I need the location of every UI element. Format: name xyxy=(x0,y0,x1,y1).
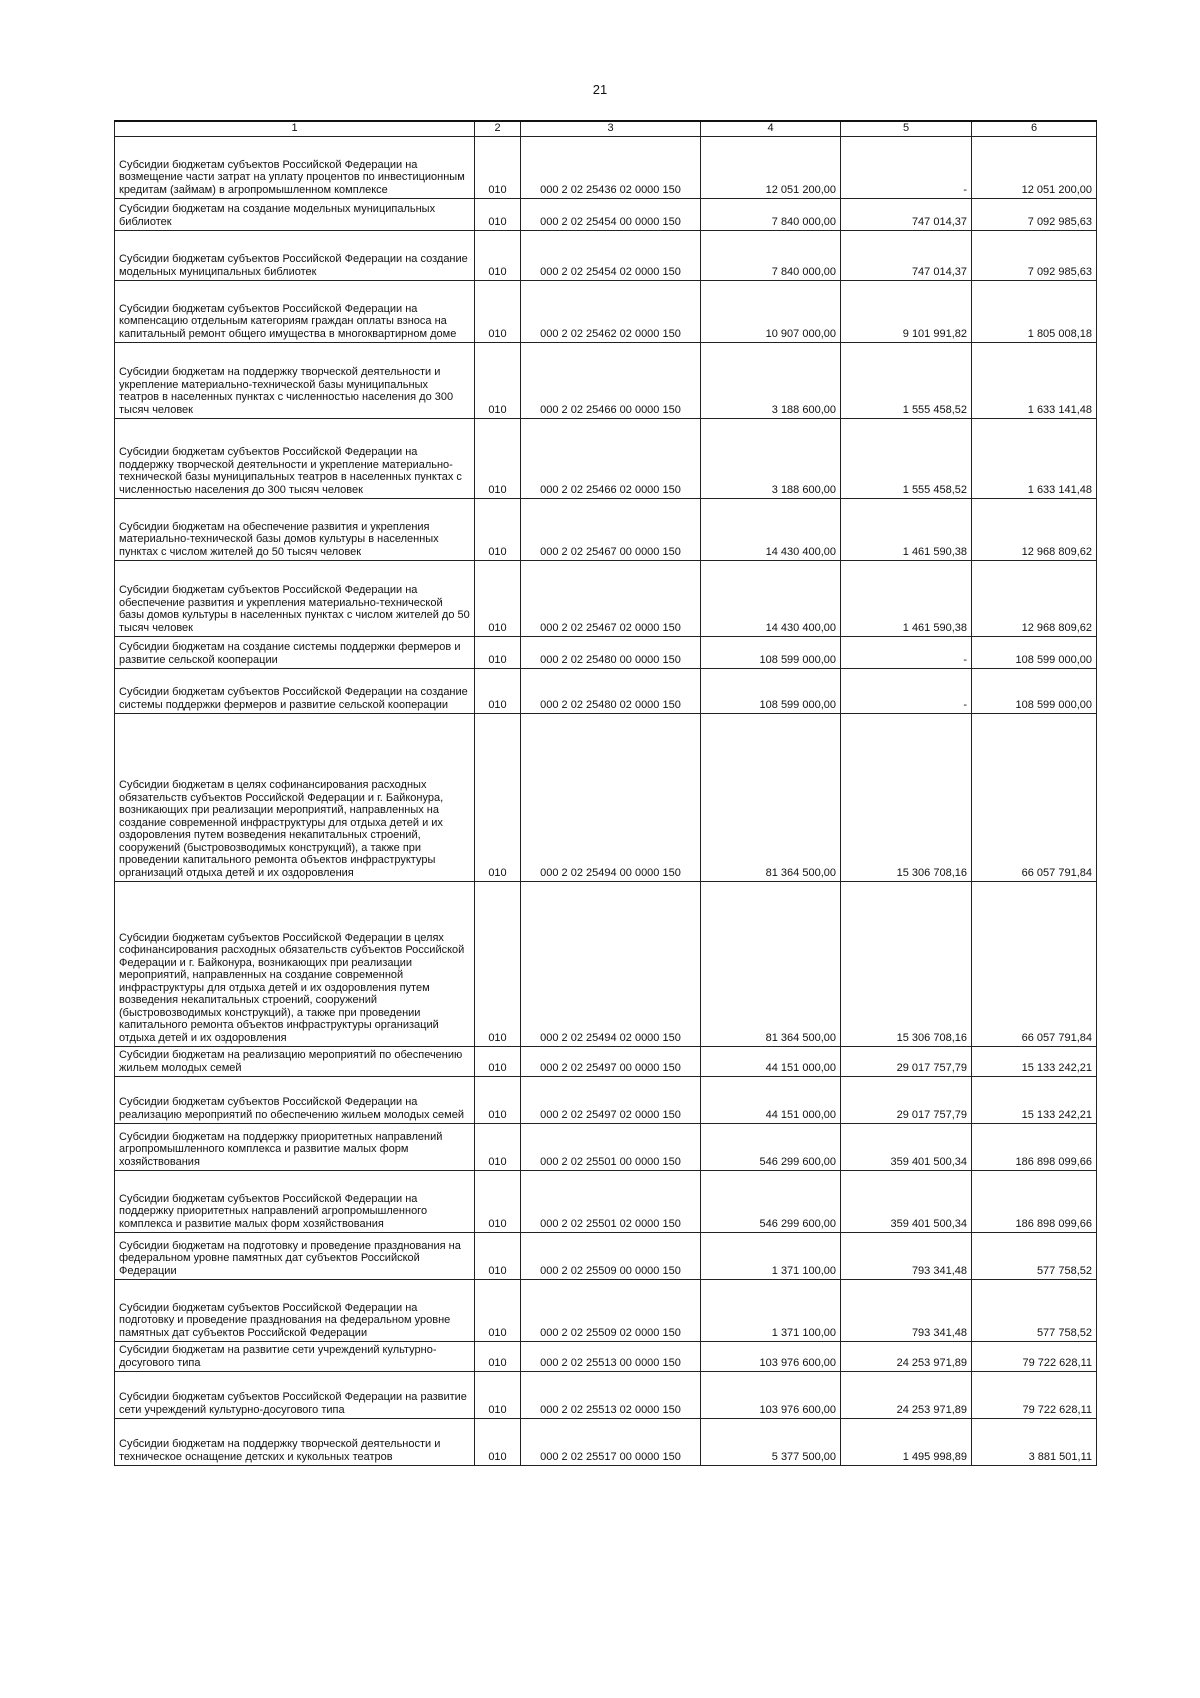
table-row xyxy=(115,1077,1097,1124)
executed-amount: 747 014,37 xyxy=(911,215,967,228)
approved-amount-cell xyxy=(701,637,841,669)
approved-amount-cell xyxy=(701,1419,841,1466)
budget-classification-code: 000 2 02 25494 02 0000 150 xyxy=(540,1031,681,1044)
subsidy-name-cell xyxy=(115,1419,475,1466)
approved-amount: 1 371 100,00 xyxy=(771,1326,836,1339)
approved-amount: 81 364 500,00 xyxy=(765,866,836,879)
subsidy-name: Субсидии бюджетам субъектов Российской Федерации на поддержку приоритетных направлений агропромышленного комплекса и развитие малых форм хозяйствования xyxy=(119,1192,428,1230)
unexecuted-amount-cell xyxy=(972,1077,1097,1124)
table-row xyxy=(115,1342,1097,1372)
executed-amount: 793 341,48 xyxy=(911,1326,967,1339)
approved-amount-cell xyxy=(701,1372,841,1419)
subsidy-name: Субсидии бюджетам на подготовку и проведение празднования на федеральном уровне памятных дат субъектов Российской Федерации xyxy=(119,1239,461,1277)
budget-classification-code: 000 2 02 25436 02 0000 150 xyxy=(540,183,681,196)
executed-amount-cell xyxy=(841,1419,972,1466)
executed-amount-cell xyxy=(841,1124,972,1171)
table-row xyxy=(115,1372,1097,1419)
executed-amount-cell xyxy=(841,1171,972,1233)
executed-amount-cell xyxy=(841,882,972,1047)
subsidy-name: Субсидии бюджетам на создание системы поддержки фермеров и развитие сельской кооперации xyxy=(119,641,461,666)
table-row xyxy=(115,199,1097,231)
subsidy-name: Субсидии бюджетам субъектов Российской Федерации в целях софинансирования расходных обязательств субъектов Российской Федерации и г. Байконура, возникающих при реализации мероприятий, направленных на создание современной инфраструктуры для отдыха детей и их оздоровления путем возведения некапитальных строений, сооружений (быстровозводимых конструкций), а также при проведении капитального ремонта объектов инфраструктуры организаций отдыха детей и их оздоровления xyxy=(119,931,465,1044)
budget-classification-code: 000 2 02 25501 00 0000 150 xyxy=(540,1155,681,1168)
line-code: 010 xyxy=(488,1450,507,1463)
line-code-cell xyxy=(475,561,521,637)
unexecuted-amount-cell xyxy=(972,419,1097,499)
unexecuted-amount: 15 133 242,21 xyxy=(1021,1061,1092,1074)
subsidy-name-cell xyxy=(115,1372,475,1419)
line-code: 010 xyxy=(488,621,507,634)
executed-amount: 24 253 971,89 xyxy=(896,1403,967,1416)
subsidy-name: Субсидии бюджетам субъектов Российской Федерации на реализацию мероприятий по обеспечению жильем молодых семей xyxy=(119,1096,464,1121)
unexecuted-amount-cell xyxy=(972,1342,1097,1372)
approved-amount: 14 430 400,00 xyxy=(765,545,836,558)
line-code-cell xyxy=(475,1077,521,1124)
unexecuted-amount: 186 898 099,66 xyxy=(1015,1217,1092,1230)
approved-amount-cell xyxy=(701,231,841,281)
unexecuted-amount: 1 633 141,48 xyxy=(1027,483,1092,496)
budget-classification-code: 000 2 02 25466 00 0000 150 xyxy=(540,403,681,416)
budget-classification-code-cell xyxy=(521,1233,701,1280)
page-number: 21 xyxy=(592,82,608,97)
unexecuted-amount-cell xyxy=(972,669,1097,714)
unexecuted-amount-cell xyxy=(972,637,1097,669)
approved-amount: 10 907 000,00 xyxy=(765,327,836,340)
subsidy-name: Субсидии бюджетам субъектов Российской Федерации на компенсацию отдельным категориям граждан оплаты взноса на капитальный ремонт общего имущества в многоквартирном доме xyxy=(119,302,457,340)
line-code: 010 xyxy=(488,653,507,666)
budget-classification-code-cell xyxy=(521,1372,701,1419)
unexecuted-amount: 12 968 809,62 xyxy=(1021,545,1092,558)
subsidy-name-cell xyxy=(115,1280,475,1342)
approved-amount-cell xyxy=(701,499,841,561)
approved-amount-cell xyxy=(701,281,841,343)
line-code: 010 xyxy=(488,1061,507,1074)
unexecuted-amount: 186 898 099,66 xyxy=(1015,1155,1092,1168)
executed-amount-cell xyxy=(841,1233,972,1280)
unexecuted-amount: 12 051 200,00 xyxy=(1021,183,1092,196)
budget-classification-code: 000 2 02 25466 02 0000 150 xyxy=(540,483,681,496)
table-row xyxy=(115,343,1097,419)
line-code-cell xyxy=(475,1233,521,1280)
executed-amount-cell xyxy=(841,714,972,882)
executed-amount-cell xyxy=(841,1372,972,1419)
unexecuted-amount-cell xyxy=(972,1047,1097,1077)
line-code-cell xyxy=(475,1372,521,1419)
subsidy-name: Субсидии бюджетам на поддержку творческой деятельности и техническое оснащение детских и кукольных театров xyxy=(119,1438,441,1463)
approved-amount-cell xyxy=(701,1171,841,1233)
budget-classification-code: 000 2 02 25509 00 0000 150 xyxy=(540,1264,681,1277)
budget-classification-code-cell xyxy=(521,231,701,281)
executed-amount: 1 461 590,38 xyxy=(902,545,967,558)
approved-amount: 3 188 600,00 xyxy=(771,483,836,496)
budget-classification-code-cell xyxy=(521,199,701,231)
unexecuted-amount-cell xyxy=(972,1280,1097,1342)
table-row xyxy=(115,137,1097,199)
subsidy-name-cell xyxy=(115,499,475,561)
executed-amount: 24 253 971,89 xyxy=(896,1356,967,1369)
line-code-cell xyxy=(475,137,521,199)
unexecuted-amount: 7 092 985,63 xyxy=(1027,215,1092,228)
line-code: 010 xyxy=(488,1155,507,1168)
subsidy-name-cell xyxy=(115,199,475,231)
line-code-cell xyxy=(475,499,521,561)
executed-amount-cell xyxy=(841,343,972,419)
subsidy-name-cell xyxy=(115,669,475,714)
line-code: 010 xyxy=(488,1264,507,1277)
approved-amount-cell xyxy=(701,882,841,1047)
budget-classification-code-cell xyxy=(521,1419,701,1466)
line-code-cell xyxy=(475,882,521,1047)
unexecuted-amount-cell xyxy=(972,343,1097,419)
unexecuted-amount-cell xyxy=(972,1124,1097,1171)
budget-classification-code: 000 2 02 25501 02 0000 150 xyxy=(540,1217,681,1230)
unexecuted-amount-cell xyxy=(972,137,1097,199)
executed-amount-cell xyxy=(841,199,972,231)
executed-amount: 29 017 757,79 xyxy=(896,1061,967,1074)
approved-amount-cell xyxy=(701,1124,841,1171)
unexecuted-amount: 108 599 000,00 xyxy=(1015,653,1092,666)
column-number: 6 xyxy=(972,121,1097,137)
budget-classification-code-cell xyxy=(521,1342,701,1372)
subsidy-name-cell xyxy=(115,1077,475,1124)
budget-classification-code: 000 2 02 25454 02 0000 150 xyxy=(540,265,681,278)
approved-amount-cell xyxy=(701,1047,841,1077)
budget-classification-code-cell xyxy=(521,561,701,637)
budget-classification-code-cell xyxy=(521,137,701,199)
table-row xyxy=(115,231,1097,281)
executed-amount: - xyxy=(963,698,967,711)
approved-amount: 546 299 600,00 xyxy=(759,1217,836,1230)
line-code: 010 xyxy=(488,866,507,879)
budget-classification-code: 000 2 02 25497 02 0000 150 xyxy=(540,1108,681,1121)
line-code: 010 xyxy=(488,327,507,340)
subsidy-name-cell xyxy=(115,637,475,669)
budget-classification-code-cell xyxy=(521,1124,701,1171)
budget-classification-code: 000 2 02 25494 00 0000 150 xyxy=(540,866,681,879)
unexecuted-amount-cell xyxy=(972,231,1097,281)
line-code: 010 xyxy=(488,183,507,196)
budget-table xyxy=(114,120,1097,1466)
executed-amount-cell xyxy=(841,419,972,499)
executed-amount: 15 306 708,16 xyxy=(896,1031,967,1044)
budget-classification-code: 000 2 02 25480 00 0000 150 xyxy=(540,653,681,666)
line-code-cell xyxy=(475,637,521,669)
executed-amount: 1 495 998,89 xyxy=(902,1450,967,1463)
line-code: 010 xyxy=(488,698,507,711)
table-row xyxy=(115,669,1097,714)
subsidy-name: Субсидии бюджетам на реализацию мероприятий по обеспечению жильем молодых семей xyxy=(119,1049,463,1074)
unexecuted-amount-cell xyxy=(972,281,1097,343)
subsidy-name: Субсидии бюджетам субъектов Российской Федерации на создание модельных муниципальных библиотек xyxy=(119,253,468,278)
unexecuted-amount: 66 057 791,84 xyxy=(1021,1031,1092,1044)
line-code: 010 xyxy=(488,483,507,496)
table-row xyxy=(115,1124,1097,1171)
executed-amount-cell xyxy=(841,1342,972,1372)
executed-amount-cell xyxy=(841,669,972,714)
budget-classification-code: 000 2 02 25467 00 0000 150 xyxy=(540,545,681,558)
line-code-cell xyxy=(475,669,521,714)
executed-amount-cell xyxy=(841,561,972,637)
budget-classification-code-cell xyxy=(521,669,701,714)
executed-amount-cell xyxy=(841,137,972,199)
approved-amount: 108 599 000,00 xyxy=(759,698,836,711)
subsidy-name: Субсидии бюджетам субъектов Российской Федерации на обеспечение развития и укрепления материально-технической базы домов культуры в населенных пунктах с числом жителей до 50 тысяч человек xyxy=(119,584,470,634)
unexecuted-amount: 577 758,52 xyxy=(1036,1326,1092,1339)
subsidy-name: Субсидии бюджетам субъектов Российской Федерации на поддержку творческой деятельности и укрепление материально-технической базы муниципальных театров в населенных пунктах с численностью населения до 300 тысяч человек xyxy=(119,446,462,496)
budget-classification-code-cell xyxy=(521,419,701,499)
line-code: 010 xyxy=(488,403,507,416)
budget-classification-code-cell xyxy=(521,281,701,343)
line-code: 010 xyxy=(488,545,507,558)
subsidy-name: Субсидии бюджетам в целях софинансирования расходных обязательств субъектов Российской Федерации и г. Байконура, возникающих при реализации мероприятий, направленных на создание современной инфраструктуры для отдыха детей и их оздоровления путем возведения некапитальных строений, сооружений (быстровозводимых конструкций), а также при проведении капитального ремонта объектов инфраструктуры организаций отдыха детей и их оздоровления xyxy=(119,779,444,879)
table-row xyxy=(115,882,1097,1047)
line-code: 010 xyxy=(488,265,507,278)
approved-amount: 7 840 000,00 xyxy=(771,265,836,278)
unexecuted-amount: 1 805 008,18 xyxy=(1027,327,1092,340)
line-code: 010 xyxy=(488,1217,507,1230)
line-code-cell xyxy=(475,281,521,343)
subsidy-name-cell xyxy=(115,137,475,199)
approved-amount: 12 051 200,00 xyxy=(765,183,836,196)
executed-amount: - xyxy=(963,653,967,666)
line-code-cell xyxy=(475,1342,521,1372)
subsidy-name-cell xyxy=(115,1342,475,1372)
unexecuted-amount: 12 968 809,62 xyxy=(1021,621,1092,634)
approved-amount: 5 377 500,00 xyxy=(771,1450,836,1463)
line-code-cell xyxy=(475,714,521,882)
budget-classification-code-cell xyxy=(521,714,701,882)
executed-amount: 1 555 458,52 xyxy=(902,403,967,416)
budget-classification-code: 000 2 02 25513 02 0000 150 xyxy=(540,1403,681,1416)
line-code-cell xyxy=(475,231,521,281)
approved-amount-cell xyxy=(701,1342,841,1372)
approved-amount-cell xyxy=(701,199,841,231)
line-code: 010 xyxy=(488,1356,507,1369)
executed-amount: 359 401 500,34 xyxy=(890,1217,967,1230)
budget-classification-code-cell xyxy=(521,1280,701,1342)
table-row xyxy=(115,281,1097,343)
approved-amount: 44 151 000,00 xyxy=(765,1108,836,1121)
budget-classification-code-cell xyxy=(521,343,701,419)
budget-classification-code-cell xyxy=(521,1077,701,1124)
unexecuted-amount-cell xyxy=(972,882,1097,1047)
budget-classification-code-cell xyxy=(521,1047,701,1077)
executed-amount: 359 401 500,34 xyxy=(890,1155,967,1168)
line-code-cell xyxy=(475,1280,521,1342)
unexecuted-amount-cell xyxy=(972,561,1097,637)
line-code-cell xyxy=(475,1171,521,1233)
subsidy-name: Субсидии бюджетам субъектов Российской Федерации на возмещение части затрат на уплату процентов по инвестиционным кредитам (займам) в агропромышленном комплексе xyxy=(119,158,465,196)
approved-amount-cell xyxy=(701,561,841,637)
executed-amount: 29 017 757,79 xyxy=(896,1108,967,1121)
table-row xyxy=(115,419,1097,499)
unexecuted-amount-cell xyxy=(972,1419,1097,1466)
table-row xyxy=(115,637,1097,669)
executed-amount: 793 341,48 xyxy=(911,1264,967,1277)
subsidy-name-cell xyxy=(115,1233,475,1280)
table-row xyxy=(115,1419,1097,1466)
line-code-cell xyxy=(475,419,521,499)
line-code: 010 xyxy=(488,1403,507,1416)
budget-classification-code: 000 2 02 25509 02 0000 150 xyxy=(540,1326,681,1339)
table-row xyxy=(115,1233,1097,1280)
executed-amount-cell xyxy=(841,231,972,281)
approved-amount-cell xyxy=(701,669,841,714)
approved-amount: 3 188 600,00 xyxy=(771,403,836,416)
subsidy-name-cell xyxy=(115,714,475,882)
approved-amount: 14 430 400,00 xyxy=(765,621,836,634)
line-code-cell xyxy=(475,199,521,231)
table-row xyxy=(115,1171,1097,1233)
subsidy-name-cell xyxy=(115,419,475,499)
subsidy-name: Субсидии бюджетам на создание модельных муниципальных библиотек xyxy=(119,203,436,228)
line-code: 010 xyxy=(488,1031,507,1044)
approved-amount: 1 371 100,00 xyxy=(771,1264,836,1277)
column-number: 5 xyxy=(841,121,972,137)
line-code: 010 xyxy=(488,215,507,228)
subsidy-name-cell xyxy=(115,281,475,343)
line-code-cell xyxy=(475,343,521,419)
subsidy-name: Субсидии бюджетам субъектов Российской Федерации на подготовку и проведение празднования на федеральном уровне памятных дат субъектов Российской Федерации xyxy=(119,1301,451,1339)
approved-amount: 44 151 000,00 xyxy=(765,1061,836,1074)
subsidy-name-cell xyxy=(115,1124,475,1171)
unexecuted-amount: 108 599 000,00 xyxy=(1015,698,1092,711)
budget-classification-code-cell xyxy=(521,882,701,1047)
budget-classification-code-cell xyxy=(521,637,701,669)
executed-amount-cell xyxy=(841,1280,972,1342)
approved-amount-cell xyxy=(701,1280,841,1342)
table-row xyxy=(115,1047,1097,1077)
line-code-cell xyxy=(475,1419,521,1466)
budget-classification-code-cell xyxy=(521,499,701,561)
approved-amount-cell xyxy=(701,343,841,419)
budget-classification-code: 000 2 02 25467 02 0000 150 xyxy=(540,621,681,634)
unexecuted-amount-cell xyxy=(972,499,1097,561)
executed-amount: 747 014,37 xyxy=(911,265,967,278)
unexecuted-amount: 577 758,52 xyxy=(1036,1264,1092,1277)
executed-amount-cell xyxy=(841,637,972,669)
unexecuted-amount-cell xyxy=(972,1233,1097,1280)
column-number-row xyxy=(115,121,1097,137)
approved-amount: 103 976 600,00 xyxy=(759,1356,836,1369)
line-code-cell xyxy=(475,1047,521,1077)
budget-classification-code: 000 2 02 25513 00 0000 150 xyxy=(540,1356,681,1369)
subsidy-name: Субсидии бюджетам на поддержку творческой деятельности и укрепление материально-технической базы муниципальных театров в населенных пунктах с численностью населения до 300 тысяч человек xyxy=(119,366,454,416)
approved-amount: 81 364 500,00 xyxy=(765,1031,836,1044)
subsidy-name-cell xyxy=(115,561,475,637)
table-row xyxy=(115,561,1097,637)
unexecuted-amount-cell xyxy=(972,1372,1097,1419)
budget-classification-code: 000 2 02 25462 02 0000 150 xyxy=(540,327,681,340)
approved-amount-cell xyxy=(701,137,841,199)
unexecuted-amount: 7 092 985,63 xyxy=(1027,265,1092,278)
approved-amount: 7 840 000,00 xyxy=(771,215,836,228)
approved-amount: 103 976 600,00 xyxy=(759,1403,836,1416)
column-number: 1 xyxy=(115,121,475,137)
executed-amount-cell xyxy=(841,499,972,561)
executed-amount-cell xyxy=(841,281,972,343)
unexecuted-amount: 1 633 141,48 xyxy=(1027,403,1092,416)
approved-amount-cell xyxy=(701,714,841,882)
unexecuted-amount-cell xyxy=(972,1171,1097,1233)
unexecuted-amount: 79 722 628,11 xyxy=(1022,1403,1092,1416)
subsidy-name: Субсидии бюджетам на развитие сети учреждений культурно-досугового типа xyxy=(119,1344,437,1369)
executed-amount-cell xyxy=(841,1077,972,1124)
subsidy-name-cell xyxy=(115,1171,475,1233)
budget-table-body xyxy=(115,121,1097,1466)
executed-amount: - xyxy=(963,183,967,196)
subsidy-name-cell xyxy=(115,882,475,1047)
budget-classification-code-cell xyxy=(521,1171,701,1233)
subsidy-name: Субсидии бюджетам субъектов Российской Федерации на развитие сети учреждений культурно-досугового типа xyxy=(119,1391,467,1416)
budget-classification-code: 000 2 02 25454 00 0000 150 xyxy=(540,215,681,228)
approved-amount: 546 299 600,00 xyxy=(759,1155,836,1168)
subsidy-name-cell xyxy=(115,343,475,419)
executed-amount: 1 461 590,38 xyxy=(902,621,967,634)
subsidy-name-cell xyxy=(115,231,475,281)
subsidy-name-cell xyxy=(115,1047,475,1077)
line-code: 010 xyxy=(488,1326,507,1339)
budget-classification-code: 000 2 02 25480 02 0000 150 xyxy=(540,698,681,711)
approved-amount: 108 599 000,00 xyxy=(759,653,836,666)
column-number: 4 xyxy=(701,121,841,137)
subsidy-name: Субсидии бюджетам на обеспечение развития и укрепления материально-технической базы домов культуры в населенных пунктах с числом жителей до 50 тысяч человек xyxy=(119,520,439,558)
unexecuted-amount-cell xyxy=(972,199,1097,231)
subsidy-name: Субсидии бюджетам субъектов Российской Федерации на создание системы поддержки фермеров и развитие сельской кооперации xyxy=(119,686,468,711)
approved-amount-cell xyxy=(701,1233,841,1280)
line-code: 010 xyxy=(488,1108,507,1121)
unexecuted-amount: 3 881 501,11 xyxy=(1028,1450,1092,1463)
unexecuted-amount: 79 722 628,11 xyxy=(1022,1356,1092,1369)
executed-amount: 1 555 458,52 xyxy=(902,483,967,496)
table-row xyxy=(115,714,1097,882)
budget-classification-code: 000 2 02 25517 00 0000 150 xyxy=(540,1450,681,1463)
table-row xyxy=(115,499,1097,561)
column-number: 2 xyxy=(475,121,521,137)
budget-classification-code: 000 2 02 25497 00 0000 150 xyxy=(540,1061,681,1074)
executed-amount-cell xyxy=(841,1047,972,1077)
approved-amount-cell xyxy=(701,419,841,499)
unexecuted-amount: 66 057 791,84 xyxy=(1021,866,1092,879)
unexecuted-amount: 15 133 242,21 xyxy=(1021,1108,1092,1121)
table-row xyxy=(115,1280,1097,1342)
executed-amount: 15 306 708,16 xyxy=(896,866,967,879)
line-code-cell xyxy=(475,1124,521,1171)
subsidy-name: Субсидии бюджетам на поддержку приоритетных направлений агропромышленного комплекса и развитие малых форм хозяйствования xyxy=(119,1130,443,1168)
executed-amount: 9 101 991,82 xyxy=(902,327,967,340)
unexecuted-amount-cell xyxy=(972,714,1097,882)
column-number: 3 xyxy=(521,121,701,137)
approved-amount-cell xyxy=(701,1077,841,1124)
